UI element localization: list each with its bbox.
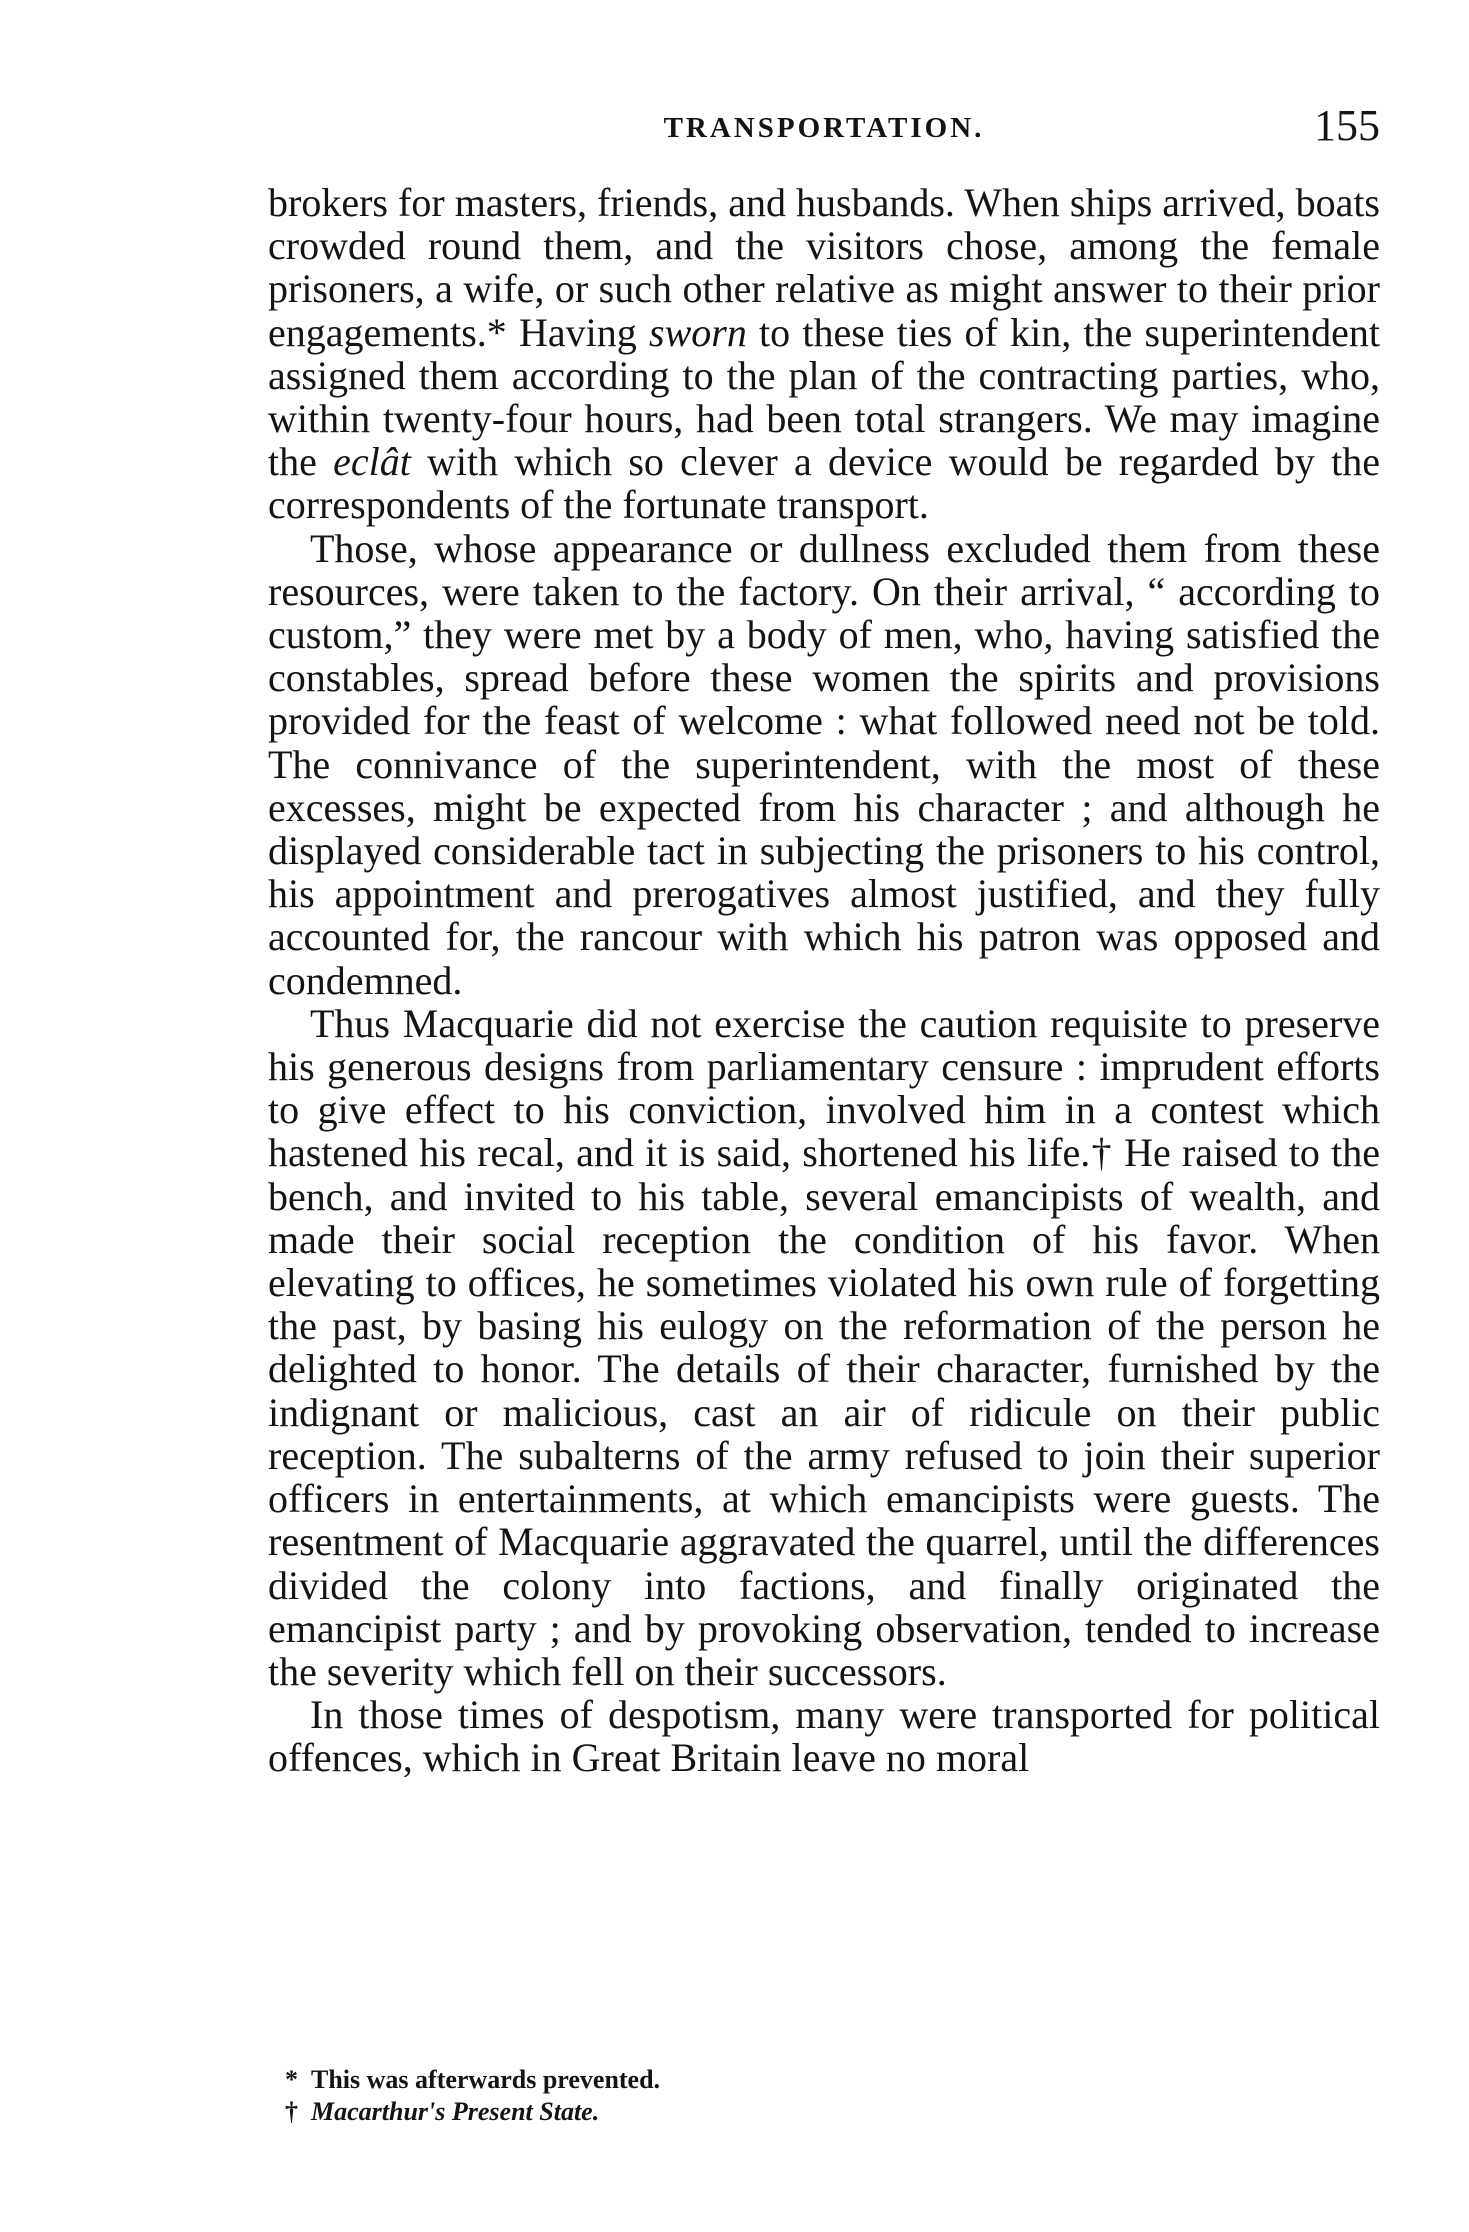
body-text [268,181,1380,1780]
footnote [285,2064,1185,2096]
text-run: with which so clever a device would be regarded by the correspondents of the fortunate transport. [268,439,1381,528]
footnotes [285,2064,1185,2128]
footnote-text: Macarthur's Present State. [311,2097,600,2126]
italic-run: eclât [333,439,411,485]
running-head [268,100,1380,160]
text-run: In those times of despotism, many were transported for political offences, which in Great Britain leave no moral [268,1692,1380,1781]
italic-run: sworn [649,309,747,355]
footnote-mark: * [285,2065,298,2094]
page-number: 155 [1314,101,1380,150]
paragraph [268,1002,1380,1693]
paragraph [268,181,1380,527]
text-run: brokers for masters, friends, and husbands. When ships arrived, boats crowded round them, and the visitors chose, among the female prisoners, a wife, or such other relative as might answer to their prior engagements.* Having [268,180,1380,355]
paragraph [268,1693,1380,1779]
paragraph [268,527,1380,1002]
footnote-text: This was afterwards prevented. [311,2065,661,2094]
text-run: Those, whose appearance or dullness excluded them from these resources, were taken to the factory. On their arrival, “ according to custom,” they were met by a body of men, who, having satisfied the constables, spread before these women the spirits and provisions provided for the feast of welcome : what followed need not be told. The connivance of the superintendent, with the most of these excesses, might be expected from his character ; and although he displayed considerable tact in subjecting the prisoners to his control, his appointment and prerogatives almost justified, and they fully accounted for, the rancour with which his patron was opposed and condemned. [268,525,1380,1003]
text-run: Thus Macquarie did not exercise the caution requisite to preserve his generous designs from parliamentary censure : imprudent efforts to give effect to his conviction, involved him in a contest which hastened his recal, and it is said, shortened his life.† He raised to the bench, and invited to his table, several emancipists of wealth, and made their social reception the condition of his favor. When elevating to offices, he sometimes violated his own rule of forgetting the past, by basing his eulogy on the reformation of the person he delighted to honor. The details of their character, furnished by the indignant or malicious, cast an air of ridicule on their public reception. The subalterns of the army refused to join their superior officers in entertainments, at which emancipists were guests. The resentment of Macquarie aggravated the quarrel, until the differences divided the colony into factions, and finally originated the emancipist party ; and by provoking observation, tended to increase the severity which fell on their successors. [268,1000,1380,1694]
running-title: TRANSPORTATION. [663,112,985,144]
text-run: to these ties of kin, the superintendent assigned them according to the plan of the contracting parties, who, within twenty-four hours, had been total strangers. We may imagine the [268,309,1381,485]
footnote [285,2096,1185,2128]
footnote-mark: † [285,2097,298,2126]
